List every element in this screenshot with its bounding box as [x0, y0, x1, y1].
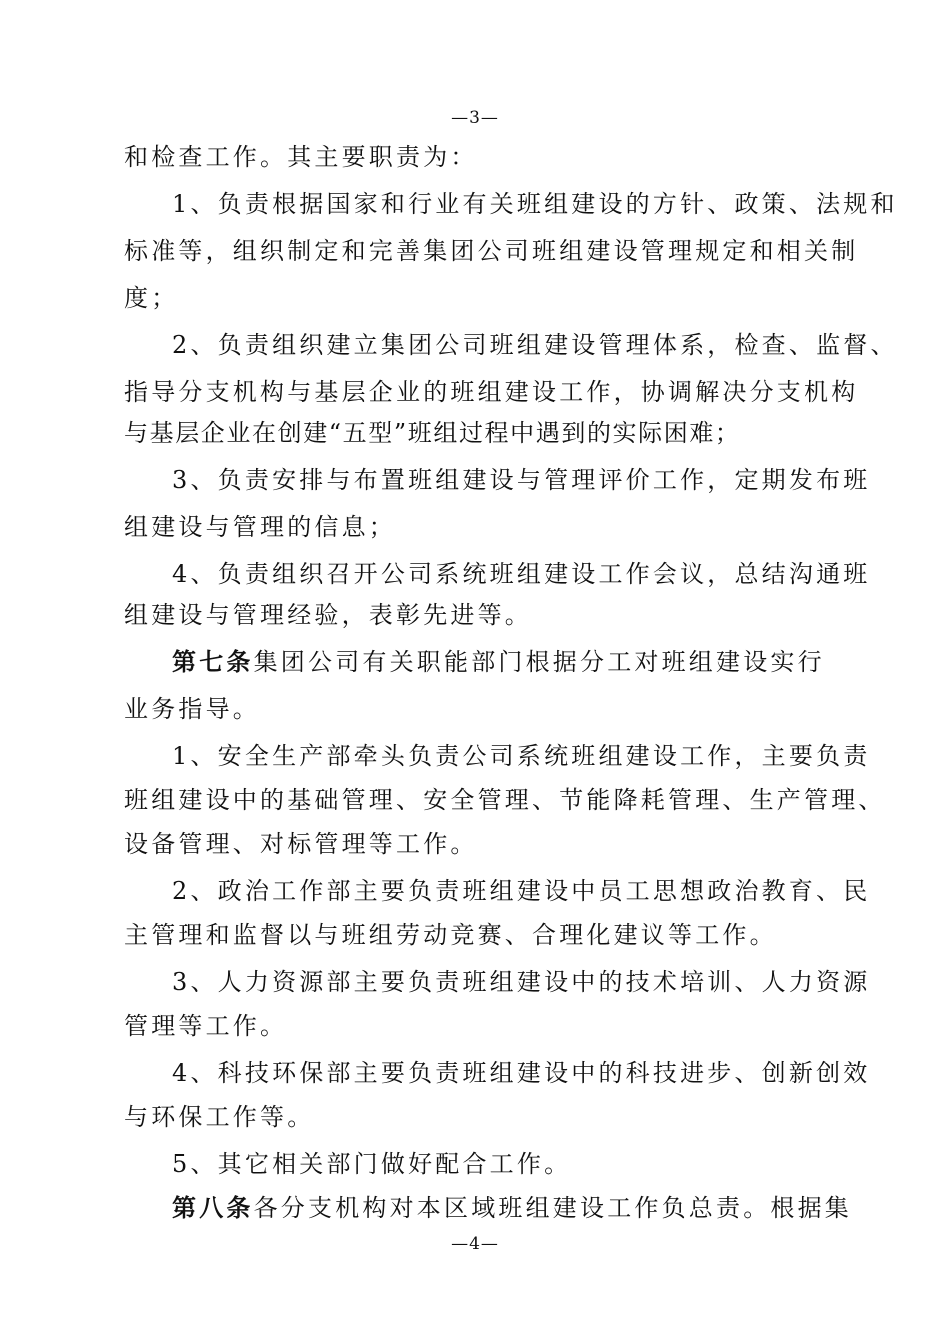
text-line: 1、安全生产部牵头负责公司系统班组建设工作，主要负责 — [172, 742, 871, 770]
page-number-top: —3— — [451, 108, 499, 128]
article-label: 第八条 — [172, 1193, 254, 1222]
text-line: 组建设与管理的信息； — [124, 513, 396, 541]
text-line: 设备管理、对标管理等工作。 — [124, 830, 478, 858]
text-line: 3、人力资源部主要负责班组建设中的技术培训、人力资源 — [172, 968, 871, 996]
text-line: 业务指导。 — [124, 695, 260, 723]
text-line: 度； — [124, 284, 179, 312]
text-line: 指导分支机构与基层企业的班组建设工作，协调解决分支机构 — [124, 378, 859, 406]
article-8-line — [172, 1193, 852, 1223]
text-line: 4、科技环保部主要负责班组建设中的科技进步、创新创效 — [172, 1059, 871, 1087]
article-text: 集团公司有关职能部门根据分工对班组建设实行 — [253, 648, 825, 676]
text-line: 1、负责根据国家和行业有关班组建设的方针、政策、法规和 — [172, 190, 898, 218]
text-line: 2、负责组织建立集团公司班组建设管理体系，检查、监督、 — [172, 331, 898, 359]
text-line: 与环保工作等。 — [124, 1103, 315, 1131]
text-line: 管理等工作。 — [124, 1012, 288, 1040]
text-line: 3、负责安排与布置班组建设与管理评价工作，定期发布班 — [172, 466, 871, 494]
text-line: 4、负责组织召开公司系统班组建设工作会议，总结沟通班 — [172, 560, 871, 588]
page-number-bottom: —4— — [451, 1234, 499, 1254]
text-line: 5、其它相关部门做好配合工作。 — [172, 1150, 572, 1178]
text-line: 标准等，组织制定和完善集团公司班组建设管理规定和相关制 — [124, 237, 859, 265]
article-7-line — [172, 647, 825, 677]
text-line: 与基层企业在创建“五型”班组过程中遇到的实际困难； — [124, 419, 741, 447]
article-text: 各分支机构对本区域班组建设工作负总责。根据集 — [253, 1194, 853, 1222]
text-line: 班组建设中的基础管理、安全管理、节能降耗管理、生产管理、 — [124, 786, 886, 814]
text-line: 和检查工作。其主要职责为： — [124, 143, 478, 171]
text-line: 组建设与管理经验，表彰先进等。 — [124, 601, 532, 629]
text-line: 主管理和监督以与班组劳动竞赛、合理化建议等工作。 — [124, 921, 777, 949]
text-line: 2、政治工作部主要负责班组建设中员工思想政治教育、民 — [172, 877, 871, 905]
article-label: 第七条 — [172, 647, 254, 676]
